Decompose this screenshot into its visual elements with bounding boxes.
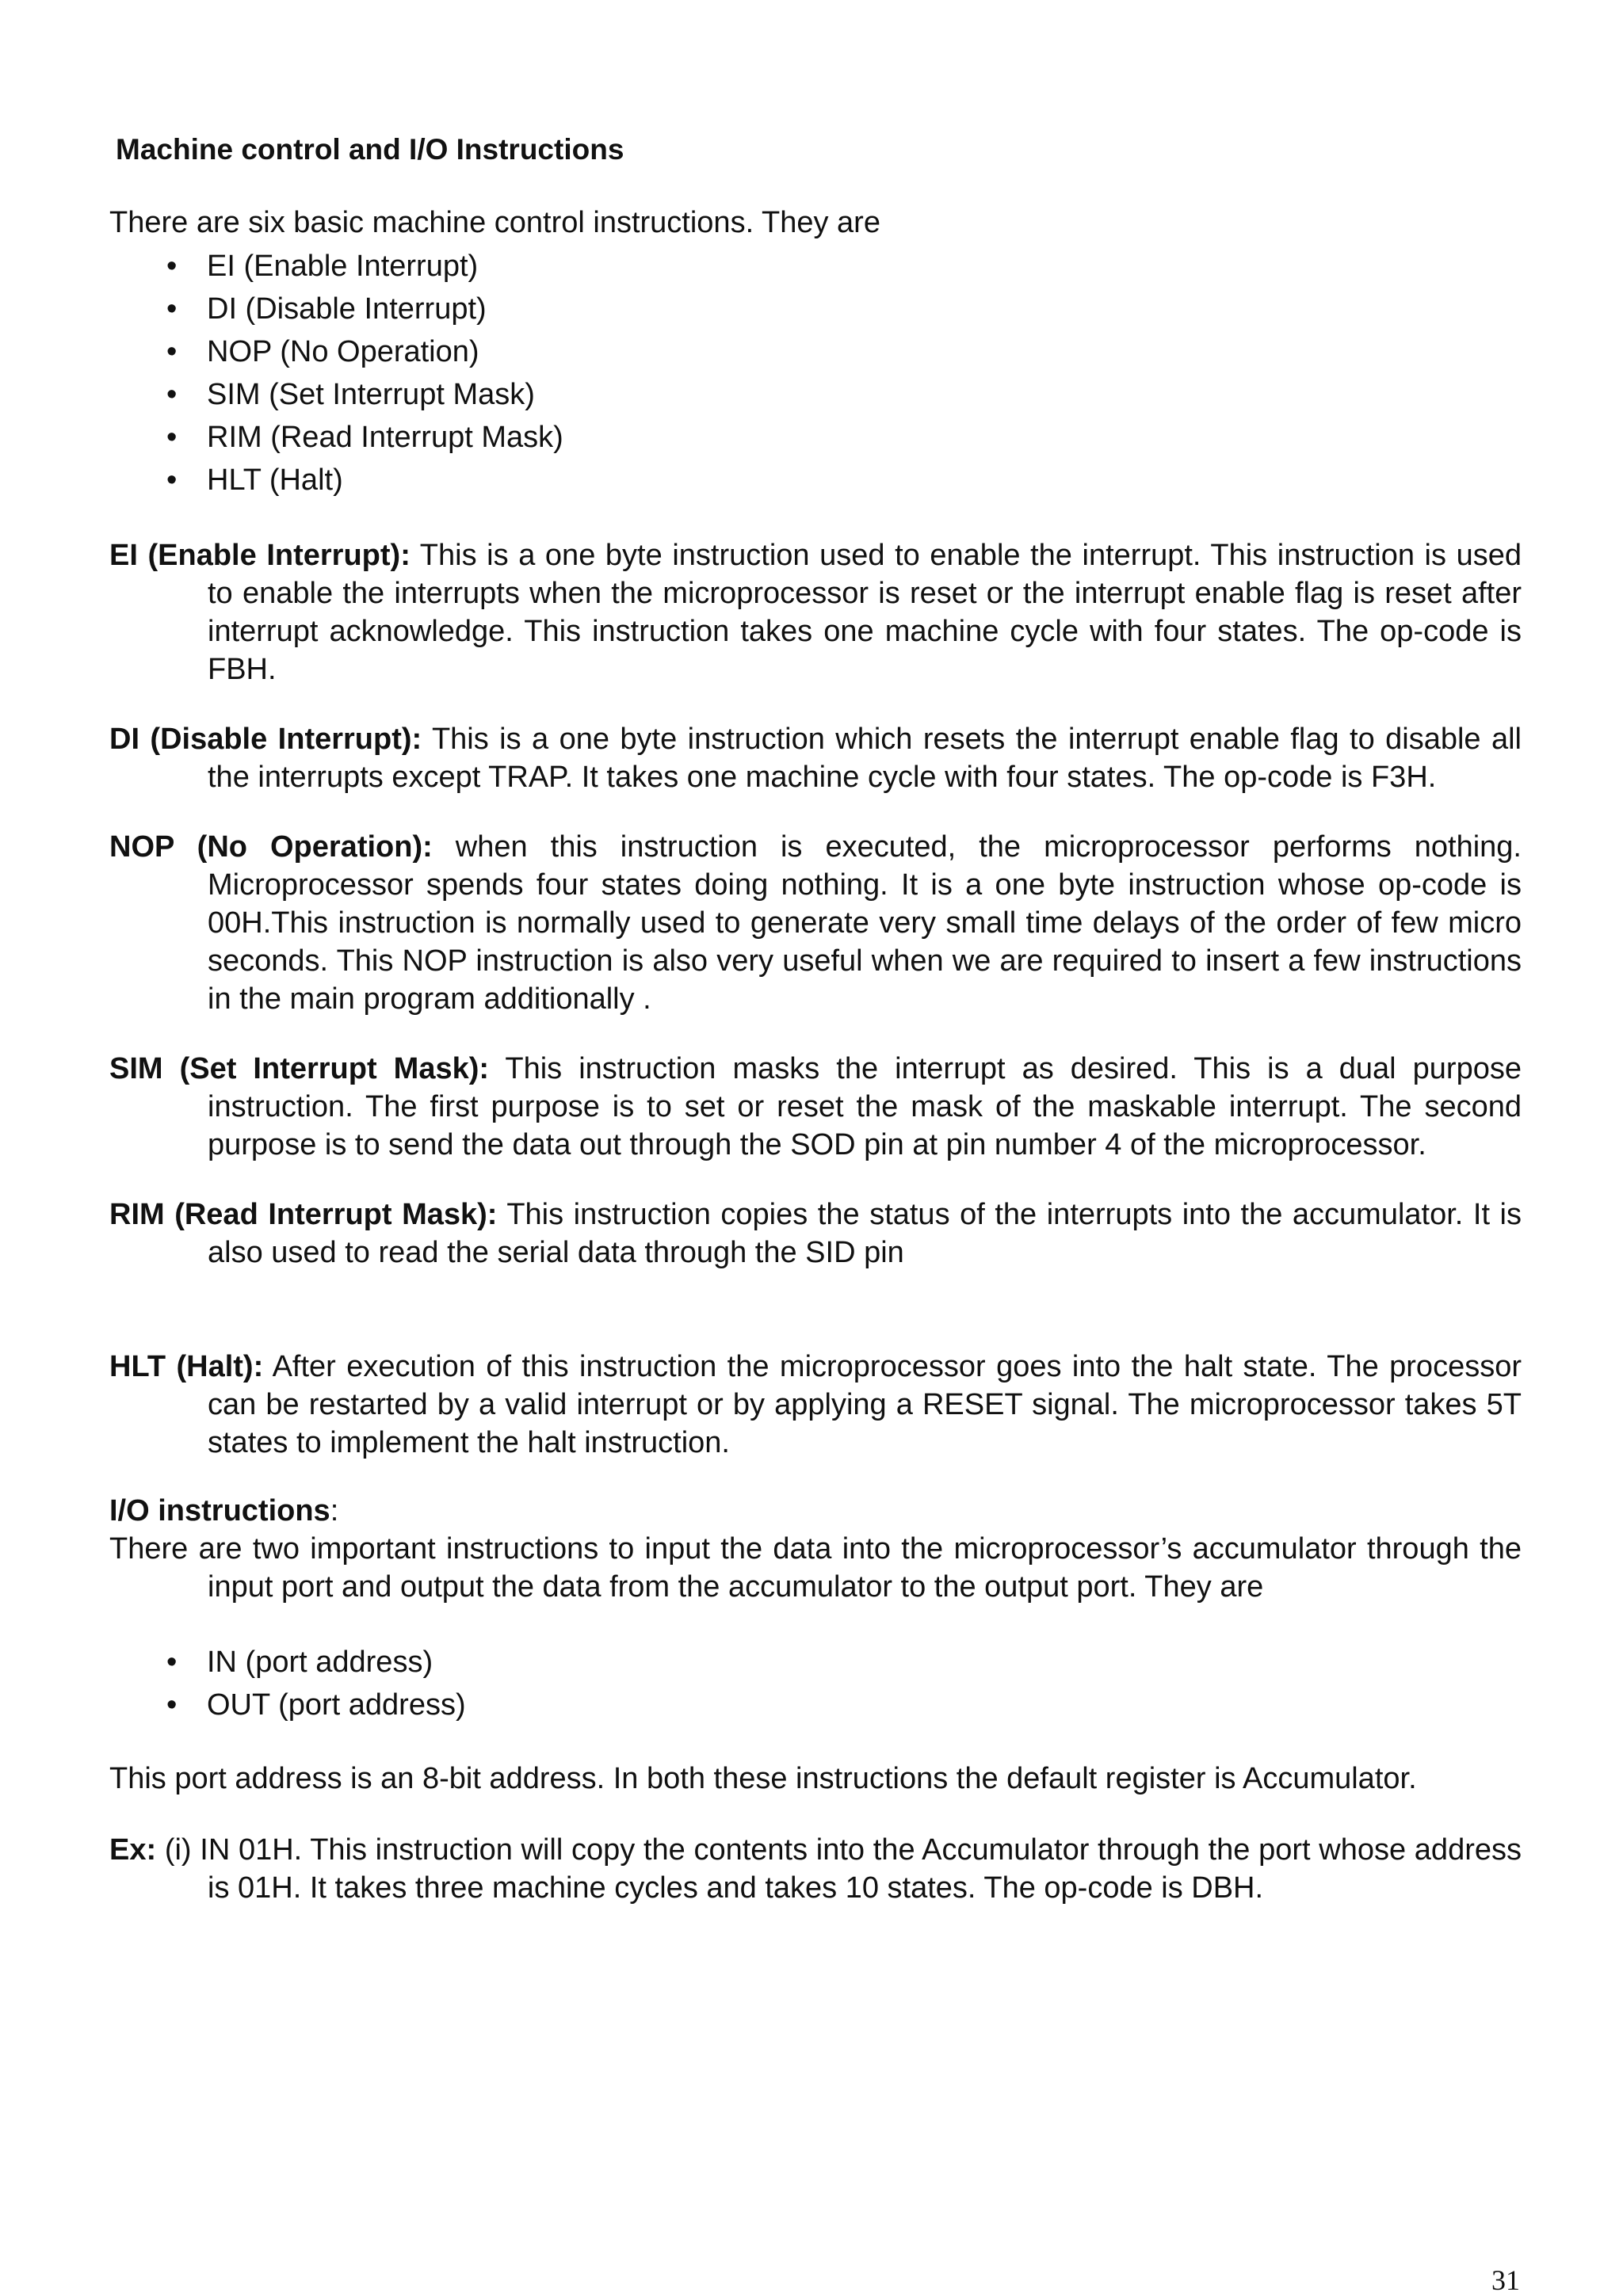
hlt-term: HLT (Halt): (109, 1350, 264, 1383)
port-note: This port address is an 8-bit address. In both these instructions the default register is Accumulator. (109, 1762, 1417, 1795)
di-term: DI (Disable Interrupt): (109, 723, 422, 756)
sim-text: This instruction masks the interrupt as desired. This is a dual purpose instruction. The first purpose is to set or reset the mask of the maskable interrupt. The second purpose is to send the data out through the SOD pin at pin number 4 of the microprocessor. (208, 1052, 1522, 1161)
nop-text: when this instruction is executed, the microprocessor performs nothing. Microprocessor spends four states doing nothing. It is a one byte instruction whose op-code is 00H.This instruction is normally used to generate very small time delays of the order of few micro seconds. This NOP instruction is also very useful when we are required to insert a few instructions in the main program additionally . (208, 830, 1522, 1016)
rim-text: This instruction copies the status of the interrupts into the accumulator. It is also used to read the serial data through the SID pin (208, 1198, 1522, 1269)
rim-term: RIM (Read Interrupt Mask): (109, 1198, 498, 1231)
bullet-icon: • (166, 292, 178, 326)
example-label: Ex: (109, 1833, 157, 1867)
list-item: • DI (Disable Interrupt) (166, 288, 1522, 330)
ei-definition (109, 536, 1522, 688)
rim-definition (109, 1196, 1522, 1272)
ei-text: This is a one byte instruction used to enable the interrupt. This instruction is used to enable the interrupts when the microprocessor is reset or the interrupt enable flag is reset after interrupt acknowledge. This instruction takes one machine cycle with four states. The op-code is FBH. (208, 539, 1522, 686)
intro-text: There are six basic machine control instructions. They are (109, 206, 880, 239)
list-item: • RIM (Read Interrupt Mask) (166, 416, 1522, 459)
example-paragraph (109, 1831, 1522, 1907)
bullet-icon: • (166, 421, 178, 454)
list-item: • SIM (Set Interrupt Mask) (166, 373, 1522, 416)
di-definition (109, 720, 1522, 796)
page-number: 31 (1491, 2264, 1520, 2296)
nop-definition (109, 828, 1522, 1018)
list-item: • OUT (port address) (166, 1684, 1522, 1726)
list-item: • EI (Enable Interrupt) (166, 245, 1522, 288)
bullet-icon: • (166, 378, 178, 411)
list-item: • IN (port address) (166, 1641, 1522, 1684)
io-intro: There are two important instructions to input the data into the microprocessor’s accumulator through the input port and output the data from the accumulator to the output port. They are (109, 1532, 1522, 1604)
bullet-icon: • (166, 250, 178, 283)
section-heading: Machine control and I/O Instructions (116, 133, 624, 166)
io-heading: I/O instructions: (109, 1494, 339, 1527)
sim-definition (109, 1050, 1522, 1164)
nop-term: NOP (No Operation): (109, 830, 433, 864)
hlt-text: After execution of this instruction the microprocessor goes into the halt state. The processor can be restarted by a valid interrupt or by applying a RESET signal. The microprocessor takes 5T states to implement the halt instruction. (208, 1350, 1522, 1459)
io-instruction-list (109, 1641, 1522, 1726)
bullet-icon: • (166, 1646, 178, 1679)
sim-term: SIM (Set Interrupt Mask): (109, 1052, 490, 1085)
list-item: • NOP (No Operation) (166, 330, 1522, 373)
document-page (109, 131, 1522, 1907)
bullet-icon: • (166, 1688, 178, 1722)
bullet-icon: • (166, 335, 178, 368)
list-item: • HLT (Halt) (166, 459, 1522, 502)
ei-term: EI (Enable Interrupt): (109, 539, 411, 572)
bullet-icon: • (166, 463, 178, 497)
hlt-definition (109, 1348, 1522, 1462)
control-instruction-list (109, 245, 1522, 502)
di-text: This is a one byte instruction which resets the interrupt enable flag to disable all the interrupts except TRAP. It takes one machine cycle with four states. The op-code is F3H. (208, 723, 1522, 794)
example-text: (i) IN 01H. This instruction will copy the contents into the Accumulator through the port whose address is 01H. It takes three machine cycles and takes 10 states. The op-code is DBH. (156, 1833, 1522, 1905)
